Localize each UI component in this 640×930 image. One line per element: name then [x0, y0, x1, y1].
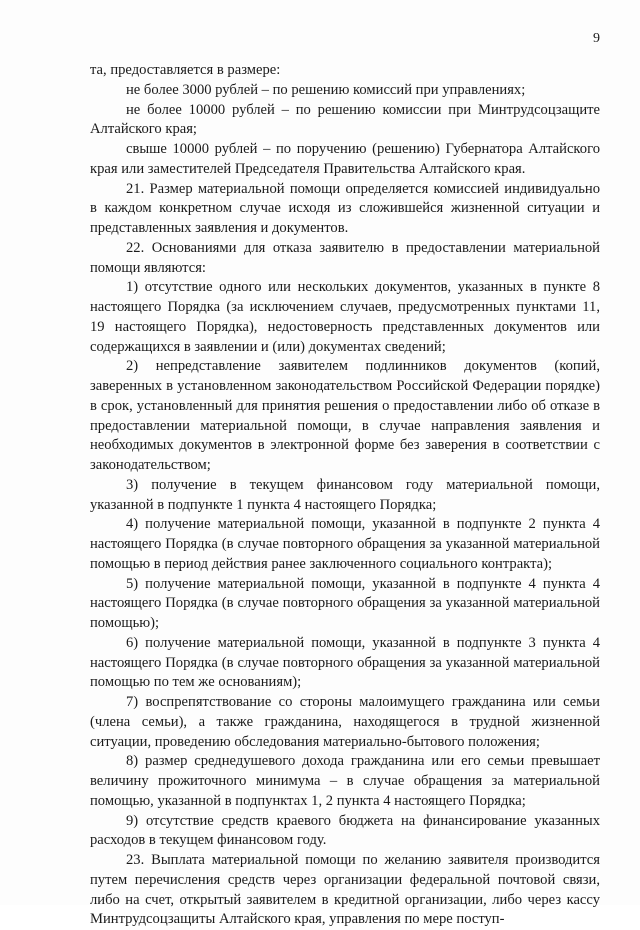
paragraph-22-item-5: 5) получение материальной помощи, указанной в подпункте 4 пункта 4 настоящего Порядка (в случае повторного обращения за указанной материальной помощью);: [90, 575, 600, 631]
paragraph-22-item-9: 9) отсутствие средств краевого бюджета на финансирование указанных расходов в текущем финансовом году.: [90, 812, 600, 849]
paragraph-22-item-1: 1) отсутствие одного или нескольких документов, указанных в пункте 8 настоящего Порядка (за исключением случаев, предусмотренных пунктами 11, 19 настоящего Порядка), недостоверность представленных документов или содержащихся в заявлении и (или) документах сведений;: [90, 279, 600, 355]
paragraph-22-item-3: 3) получение в текущем финансовом году материальной помощи, указанной в подпункте 1 пункта 4 настоящего Порядка;: [90, 476, 600, 513]
paragraph-22-item-4: 4) получение материальной помощи, указанной в подпункте 2 пункта 4 настоящего Порядка (в случае повторного обращения за указанной материальной помощью в период действия ранее заключенного социального контракта);: [90, 516, 600, 572]
paragraph-limit-3000: не более 3000 рублей – по решению комиссий при управлениях;: [126, 81, 526, 98]
paragraph-continuation: та, предоставляется в размере:: [90, 62, 281, 78]
paragraph-22: 22. Основаниями для отказа заявителю в предоставлении материальной помощи являются:: [90, 239, 600, 276]
paragraph-22-item-8: 8) размер среднедушевого дохода гражданина или его семьи превышает величину прожиточного минимума – в случае обращения за материальной помощью, указанной в подпунктах 1, 2 пункта 4 настоящего Порядка;: [90, 753, 600, 809]
paragraph-23: 23. Выплата материальной помощи по желанию заявителя производится путем перечисления средств через организации федеральной почтовой связи, либо на счет, открытый заявителем в кредитной организации, либо через кассу Минтрудсоцзащиты Алтайского края, управления по мере поступ-: [90, 852, 600, 928]
page-number: 9: [593, 31, 600, 46]
paragraph-over-10000: свыше 10000 рублей – по поручению (решению) Губернатора Алтайского края или заместителей Председателя Правительства Алтайского края.: [90, 141, 600, 177]
paragraph-21: 21. Размер материальной помощи определяется комиссией индивидуально в каждом конкретном случае исходя из сложившейся жизненной ситуации и представленных заявления и документов.: [90, 180, 600, 236]
paragraph-22-item-6: 6) получение материальной помощи, указанной в подпункте 3 пункта 4 настоящего Порядка (в случае повторного обращения за указанной материальной помощью по тем же основаниям);: [90, 634, 600, 691]
paragraph-limit-10000: не более 10000 рублей – по решению комиссии при Минтрудсоцзащите Алтайского края;: [90, 101, 600, 138]
paragraph-22-item-2: 2) непредставление заявителем подлинников документов (копий, заверенных в установленном законодательством Российской Федерации порядке) в срок, установленный для принятия решения о предоставлении либо об отказе в предоставлении материальной помощи, в случае направления заявления и необходимых документов в электронной форме без заверения в соответствии с законодательством;: [90, 358, 600, 473]
paragraph-22-item-7: 7) воспрепятствование со стороны малоимущего гражданина или семьи (члена семьи), а также гражданина, находящегося в трудной жизненной ситуации, проведению обследования материально-бытового положения;: [90, 694, 600, 750]
document-body: [90, 61, 600, 930]
